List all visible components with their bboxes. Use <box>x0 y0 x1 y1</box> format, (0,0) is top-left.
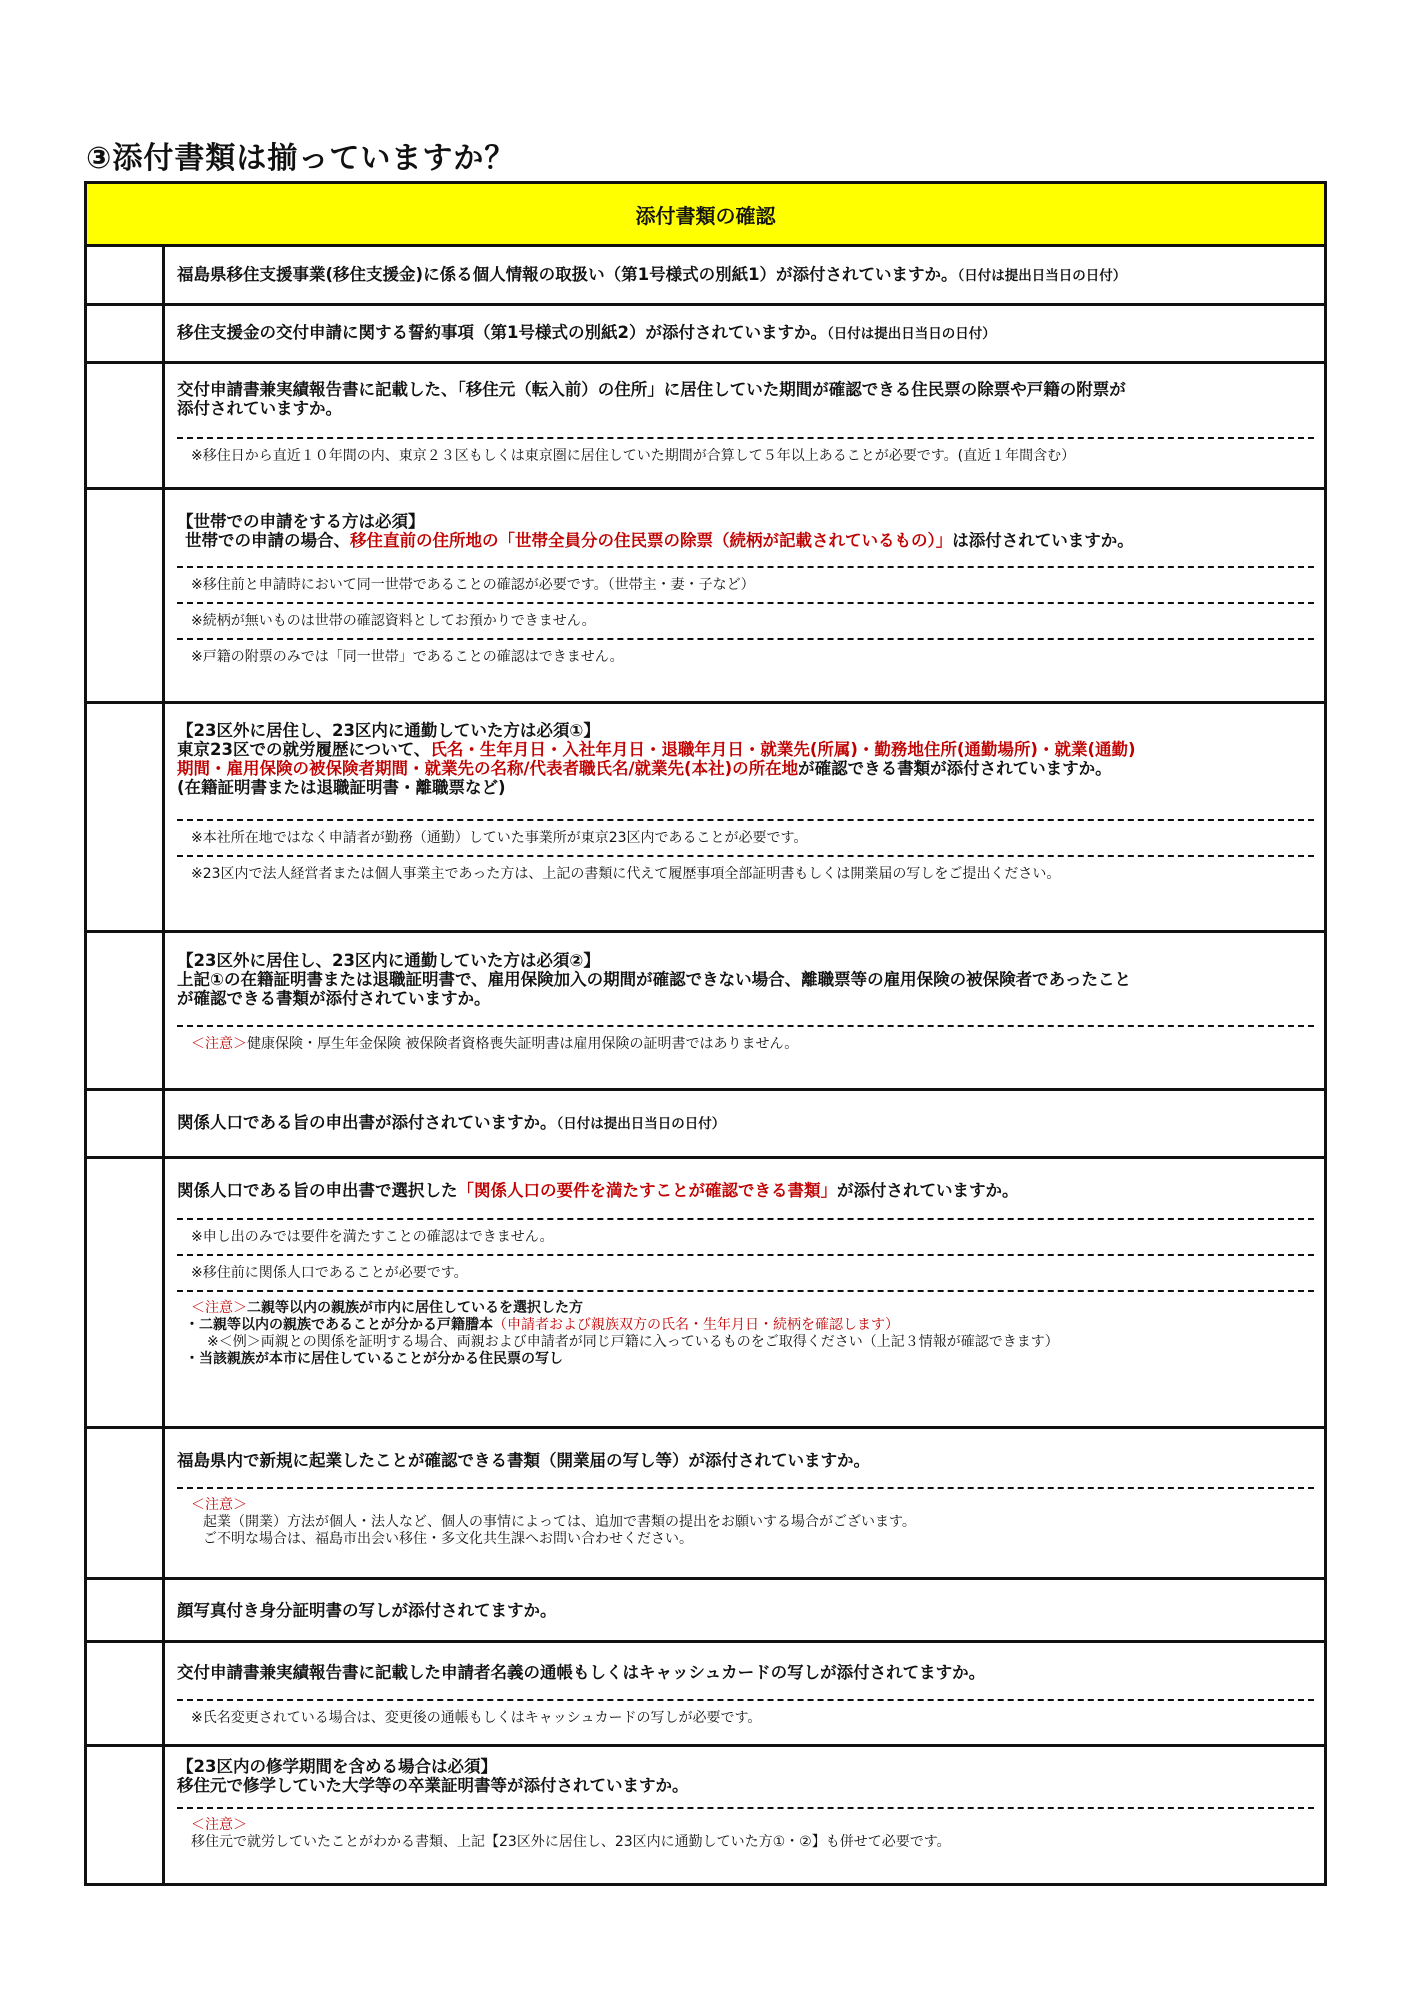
checklist-row <box>87 933 1324 1091</box>
row-text: (在籍証明書または退職証明書・離職票など) <box>177 778 506 797</box>
row-text: 関係人口である旨の申出書が添付されていますか。 <box>177 1113 557 1132</box>
check-cell[interactable] <box>87 933 165 1088</box>
row-text: は添付されていますか。 <box>952 531 1134 550</box>
row-text: 顔写真付き身分証明書の写しが添付されてますか。 <box>177 1600 557 1620</box>
caution-label: ＜注意＞ <box>191 1036 247 1052</box>
row-text: 関係人口である旨の申出書で選択した <box>177 1181 458 1200</box>
row-text: 福島県内で新規に起業したことが確認できる書類（開業届の写し等）が添付されていますか。 <box>177 1451 870 1470</box>
row-note: ※氏名変更されている場合は、変更後の通帳もしくはキャッシュカードの写しが必要です。 <box>177 1699 1314 1735</box>
row-highlight: 氏名・生年月日・入社年月日・退職年月日・就業先(所属)・勤務地住所(通勤場所)・就業(通勤) <box>430 740 1136 759</box>
row-note: ※本社所在地ではなく申請者が勤務（通勤）していた事業所が東京23区内であることが必要です。 <box>177 819 1314 855</box>
row-text: が確認できる書類が添付されていますか。 <box>177 989 491 1008</box>
check-cell[interactable] <box>87 306 165 361</box>
caution-label: ＜注意＞ <box>191 1300 247 1316</box>
row-date-note: （日付は提出日当日の日付） <box>556 1116 726 1132</box>
checklist-row <box>87 306 1324 364</box>
row-note: ※移住前に関係人口であることが必要です。 <box>177 1254 1314 1290</box>
caution-text: 二親等以内の親族が市内に居住しているを選択した方 <box>247 1300 583 1316</box>
caution-label: ＜注意＞ <box>191 1817 247 1833</box>
caution-highlight: （申請者および親族双方の氏名・生年月日・続柄を確認します） <box>493 1317 899 1333</box>
checklist-row <box>87 1643 1324 1747</box>
row-text: 添付されていますか。 <box>177 399 342 418</box>
caution-label: ＜注意＞ <box>191 1497 247 1513</box>
checklist-row <box>87 1159 1324 1429</box>
check-cell[interactable] <box>87 1643 165 1744</box>
row-highlight: 移住直前の住所地の「世帯全員分の住民票の除票（続柄が記載されているもの）」 <box>350 531 953 550</box>
row-text: 交付申請書兼実績報告書に記載した、「移住元（転入前）の住所」に居住していた期間が確認できる住民票の除票や戸籍の附票が <box>177 380 1126 399</box>
row-heading: 【23区外に居住し、23区内に通勤していた方は必須①】 <box>177 721 600 740</box>
row-heading: 【23区外に居住し、23区内に通勤していた方は必須②】 <box>177 951 600 970</box>
checklist-row <box>87 1747 1324 1883</box>
row-date-note: （日付は提出日当日の日付） <box>957 267 1127 284</box>
check-cell[interactable] <box>87 704 165 930</box>
row-text: 世帯での申請の場合、 <box>185 531 350 550</box>
caution-text: ・二親等以内の親族であることが分かる戸籍謄本 <box>185 1317 493 1333</box>
checklist-row <box>87 1429 1324 1580</box>
checklist-row <box>87 1580 1324 1643</box>
check-cell[interactable] <box>87 1091 165 1156</box>
row-highlight: 「関係人口の要件を満たすことが確認できる書類」 <box>457 1181 837 1200</box>
caution-text: 起業（開業）方法が個人・法人など、個人の事情によっては、追加で書類の提出をお願いする場合がございます。 <box>203 1514 916 1530</box>
row-note: ※戸籍の附票のみでは「同一世帯」であることの確認はできません。 <box>177 638 1314 674</box>
row-note: ※移住前と申請時において同一世帯であることの確認が必要です。（世帯主・妻・子など） <box>177 566 1314 602</box>
check-cell[interactable] <box>87 490 165 701</box>
check-cell[interactable] <box>87 1580 165 1640</box>
row-note: 健康保険・厚生年金保険 被保険者資格喪失証明書は雇用保険の証明書ではありません。 <box>247 1036 799 1052</box>
checklist-row <box>87 704 1324 933</box>
check-cell[interactable] <box>87 1747 165 1883</box>
checklist-row <box>87 364 1324 490</box>
row-date-note: （日付は提出日当日の日付） <box>826 326 996 342</box>
caution-text: ※＜例＞両親との関係を証明する場合、両親および申請者が同じ戸籍に入っているものをご取得ください（上記３情報が確認できます） <box>207 1334 1059 1350</box>
row-text: 移住元で修学していた大学等の卒業証明書等が添付されていますか。 <box>177 1776 689 1795</box>
row-highlight: 期間・雇用保険の被保険者期間・就業先の名称/代表者職氏名/就業先(本社)の所在地 <box>177 759 799 778</box>
row-text: が添付されていますか。 <box>837 1181 1019 1200</box>
row-text: 移住支援金の交付申請に関する誓約事項（第1号様式の別紙2）が添付されていますか。 <box>177 323 827 342</box>
check-cell[interactable] <box>87 1429 165 1577</box>
row-note: ※続柄が無いものは世帯の確認資料としてお預かりできません。 <box>177 602 1314 638</box>
row-text: 東京23区での就労履歴について、 <box>177 740 431 759</box>
row-text: が確認できる書類が添付されていますか。 <box>798 759 1112 778</box>
row-text: 上記①の在籍証明書または退職証明書で、雇用保険加入の期間が確認できない場合、離職票等の雇用保険の被保険者であったこと <box>177 970 1131 989</box>
row-note: ※申し出のみでは要件を満たすことの確認はできません。 <box>177 1218 1314 1254</box>
check-cell[interactable] <box>87 247 165 303</box>
page-title: ③添付書類は揃っていますか？ <box>86 141 516 176</box>
checklist-row <box>87 490 1324 704</box>
check-cell[interactable] <box>87 364 165 487</box>
row-heading: 【世帯での申請をする方は必須】 <box>177 512 425 531</box>
caution-text: ご不明な場合は、福島市出会い移住・多文化共生課へお問い合わせください。 <box>203 1531 693 1547</box>
checklist-row <box>87 1091 1324 1159</box>
caution-text: 移住元で就労していたことがわかる書類、上記【23区外に居住し、23区内に通勤していた方①・②】も併せて必要です。 <box>191 1834 951 1850</box>
row-text: 福島県移住支援事業(移住支援金)に係る個人情報の取扱い（第1号様式の別紙1）が添付されていますか。 <box>177 264 958 284</box>
row-text: 交付申請書兼実績報告書に記載した申請者名義の通帳もしくはキャッシュカードの写しが添付されてますか。 <box>177 1663 986 1682</box>
table-header: 添付書類の確認 <box>87 184 1324 247</box>
attachment-checklist-table <box>84 181 1327 1886</box>
caution-text: ・当該親族が本市に居住していることが分かる住民票の写し <box>185 1351 563 1367</box>
row-note: ※23区内で法人経営者または個人事業主であった方は、上記の書類に代えて履歴事項全部証明書もしくは開業届の写しをご提出ください。 <box>177 855 1314 891</box>
row-note: ※移住日から直近１０年間の内、東京２３区もしくは東京圏に居住していた期間が合算して５年以上あることが必要です。(直近１年間含む） <box>177 437 1314 473</box>
check-cell[interactable] <box>87 1159 165 1426</box>
checklist-row <box>87 247 1324 306</box>
row-heading: 【23区内の修学期間を含める場合は必須】 <box>177 1757 497 1776</box>
